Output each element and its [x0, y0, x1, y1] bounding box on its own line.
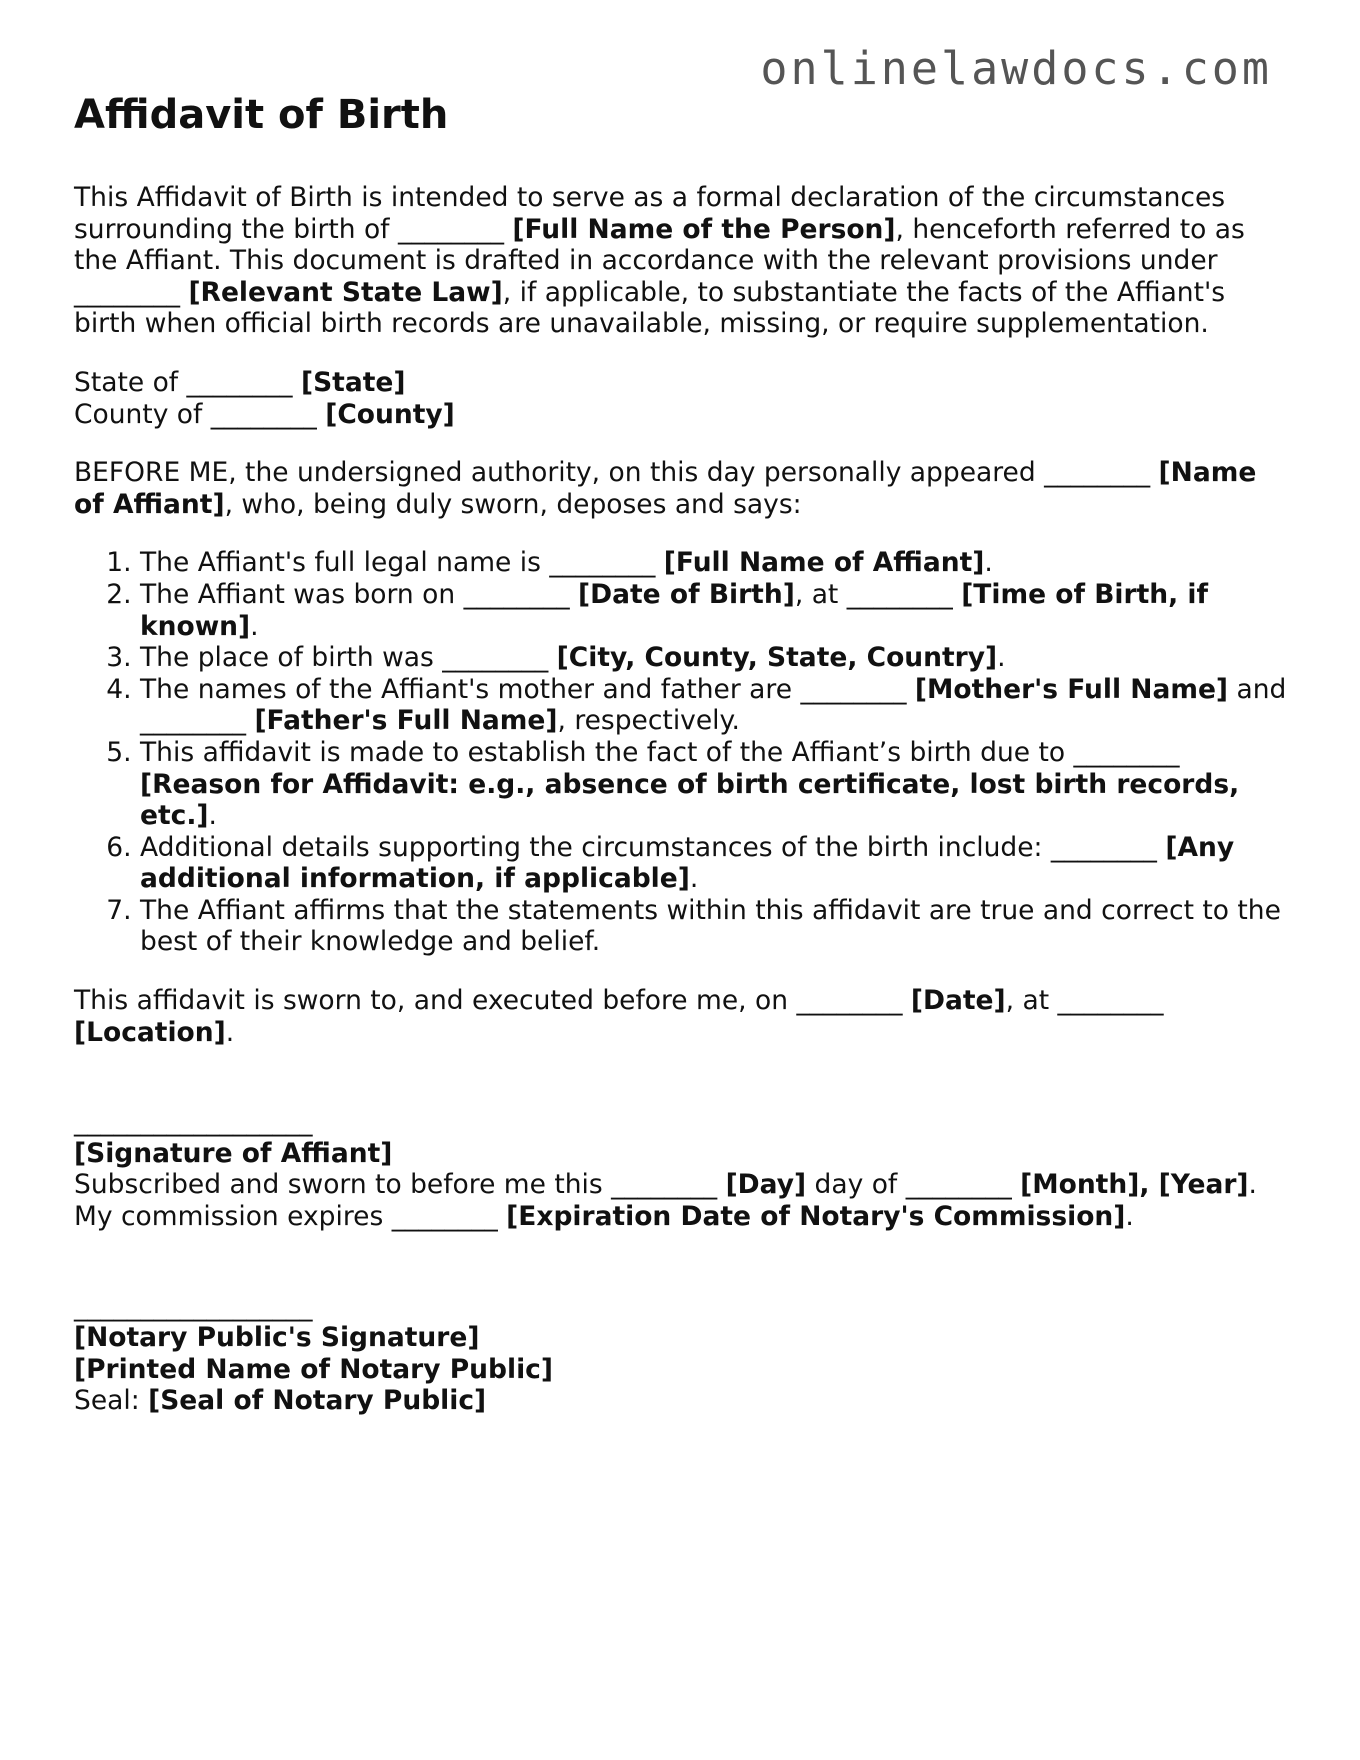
- subscribed-paragraph: Subscribed and sworn to before me this ________ [Day] day of ________ [Month], [Year]. My commission expires ________ [Expiration Date of Notary's Commission].: [74, 1169, 1257, 1233]
- field-county: [County]: [325, 398, 455, 430]
- blank-line[interactable]: ________: [800, 673, 907, 705]
- blank-line[interactable]: ________: [611, 1169, 718, 1201]
- blank-line[interactable]: ________: [442, 642, 549, 674]
- blank-line[interactable]: ________: [74, 276, 180, 308]
- site-watermark: onlinelawdocs.com: [760, 42, 1272, 95]
- affidavit-document: [74, 90, 1294, 1417]
- blank-line[interactable]: ________: [846, 578, 953, 610]
- blank-line[interactable]: ________: [186, 366, 293, 398]
- field-location: [Location]: [74, 1016, 226, 1048]
- signature-line[interactable]: __________________: [74, 1290, 313, 1322]
- blank-line[interactable]: ________: [1057, 985, 1164, 1017]
- field-day: [Day]: [725, 1169, 807, 1201]
- statements-list: [74, 547, 1294, 958]
- notary-seal-line: Seal: [Seal of Notary Public]: [74, 1385, 487, 1417]
- list-item: 7. The Affiant affirms that the statements within this affidavit are true and correct to the best of their knowledge and belief.: [140, 895, 1294, 958]
- sworn-paragraph: This affidavit is sworn to, and executed before me, on ________ [Date], at ________ [Location].: [74, 985, 1164, 1048]
- venue-block: [74, 367, 1294, 430]
- blank-line[interactable]: ________: [1044, 457, 1151, 489]
- list-item: 4. The names of the Affiant's mother and father are ________ [Mother's Full Name] and ________ [Father's Full Name], respectively.: [140, 674, 1294, 737]
- field-full-name-person: [Full Name of the Person]: [512, 213, 896, 245]
- list-item: 5. This affidavit is made to establish the fact of the Affiant’s birth due to ________ [Reason for Affidavit: e.g., absence of birth certificate, lost birth records, etc.].: [140, 737, 1294, 832]
- field-state: [State]: [300, 366, 406, 398]
- venue-state: State of ________ [State]: [74, 366, 406, 398]
- list-item: 3. The place of birth was ________ [City, County, State, Country].: [140, 642, 1294, 674]
- blank-line[interactable]: ________: [905, 1169, 1012, 1201]
- signature-line[interactable]: __________________: [74, 1106, 313, 1138]
- blank-line[interactable]: ________: [463, 578, 570, 610]
- notary-seal-label: [Seal of Notary Public]: [148, 1385, 487, 1417]
- venue-county: County of ________ [County]: [74, 398, 455, 430]
- blank-line[interactable]: ________: [1050, 831, 1157, 863]
- blank-line[interactable]: ________: [210, 398, 317, 430]
- blank-line[interactable]: ________: [796, 985, 903, 1017]
- blank-line[interactable]: ________: [391, 1201, 498, 1233]
- list-item: 1. The Affiant's full legal name is ________ [Full Name of Affiant].: [140, 547, 1294, 579]
- field-expiration-date: [Expiration Date of Notary's Commission]: [506, 1201, 1126, 1233]
- notary-printed-name-label: [Printed Name of Notary Public]: [74, 1353, 553, 1385]
- notary-signature-label: [Notary Public's Signature]: [74, 1322, 480, 1354]
- field-relevant-state-law: [Relevant State Law]: [188, 276, 503, 308]
- affiant-signature-label: [Signature of Affiant]: [74, 1137, 393, 1169]
- blank-line[interactable]: ________: [1073, 736, 1180, 768]
- blank-line[interactable]: ________: [549, 547, 656, 579]
- intro-paragraph: This Affidavit of Birth is intended to serve as a formal declaration of the circumstances surrounding the birth of ________ [Full Name of the Person], henceforth referred to as the Affiant. This document is drafted in accordance with the relevant provisions under ________ [Relevant State Law], if applicable, to substantiate the facts of the Affiant's birth when official birth records are unavailable, missing, or require supplementation.: [74, 182, 1245, 340]
- field-month-year: [Month], [Year]: [1020, 1169, 1249, 1201]
- blank-line[interactable]: ________: [140, 705, 246, 737]
- list-item: 2. The Affiant was born on ________ [Date of Birth], at ________ [Time of Birth, if known].: [140, 579, 1294, 642]
- before-me-paragraph: BEFORE ME, the undersigned authority, on this day personally appeared ________ [Name of Affiant], who, being duly sworn, deposes and says:: [74, 457, 1257, 520]
- notary-block: [74, 1291, 1294, 1417]
- blank-line[interactable]: ________: [397, 213, 504, 245]
- field-date: [Date]: [910, 985, 1006, 1017]
- list-item: 6. Additional details supporting the circumstances of the birth include: ________ [Any additional information, if applicable].: [140, 832, 1294, 895]
- document-title: Affidavit of Birth: [74, 92, 449, 138]
- affiant-signature-block: [74, 1106, 1294, 1169]
- field-name-of-affiant: [Name of Affiant]: [74, 457, 1257, 520]
